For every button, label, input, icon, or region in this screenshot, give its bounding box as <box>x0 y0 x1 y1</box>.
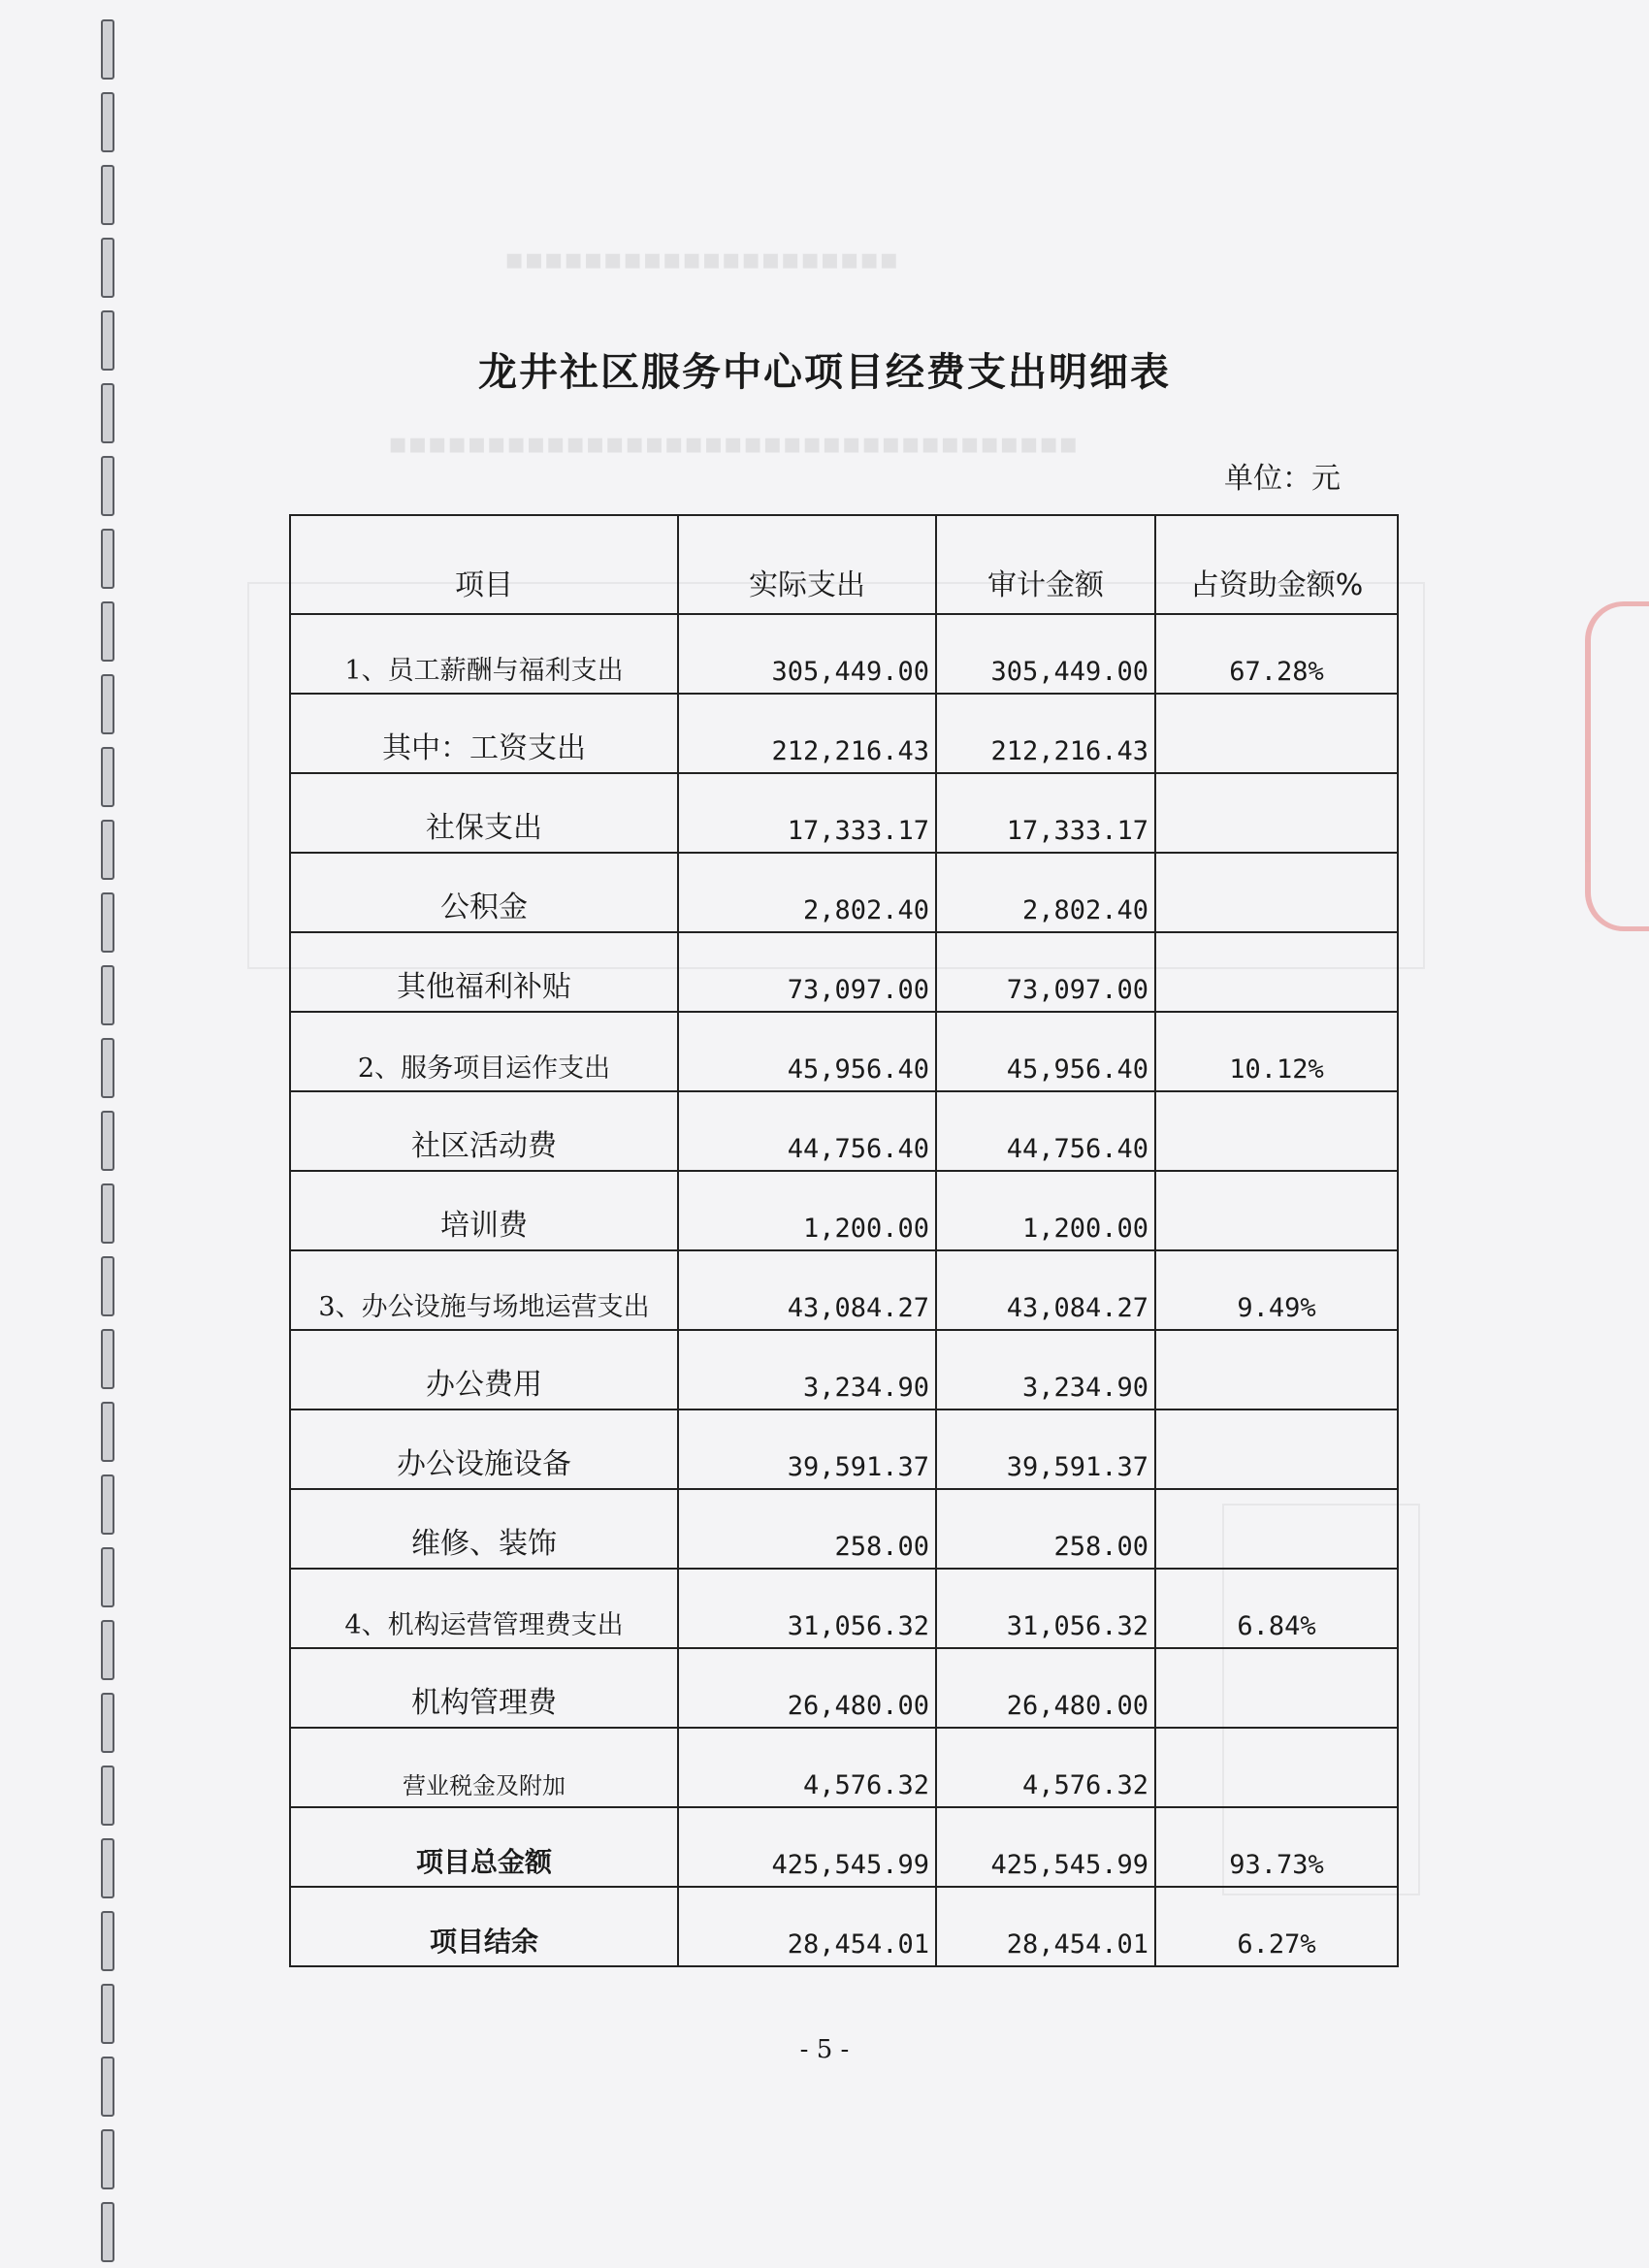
header-cell-item: 项目 <box>290 515 678 614</box>
header-cell-actual: 实际支出 <box>678 515 936 614</box>
binding-hole <box>101 892 114 953</box>
row-item-cell: 维修、装饰 <box>290 1489 678 1569</box>
row-audit-cell: 212,216.43 <box>936 694 1155 773</box>
row-actual-cell: 26,480.00 <box>678 1648 936 1728</box>
row-actual-cell: 17,333.17 <box>678 773 936 853</box>
bleed-through-text: ▪▪▪▪▪▪▪▪▪▪▪▪▪▪▪▪▪▪▪▪ <box>504 243 899 276</box>
row-actual-cell: 28,454.01 <box>678 1887 936 1966</box>
binding-hole <box>101 19 114 80</box>
binding-hole <box>101 1402 114 1462</box>
row-pct-cell <box>1155 932 1398 1012</box>
table-row <box>290 1091 1398 1171</box>
row-pct-cell: 6.84% <box>1155 1569 1398 1648</box>
row-item-cell: 4、机构运营管理费支出 <box>290 1569 678 1648</box>
row-audit-cell: 44,756.40 <box>936 1091 1155 1171</box>
page-title: 龙井社区服务中心项目经费支出明细表 <box>478 350 1171 395</box>
binding-hole <box>101 1183 114 1244</box>
binding-hole <box>101 601 114 662</box>
table-row <box>290 1409 1398 1489</box>
table-row <box>290 773 1398 853</box>
row-audit-cell: 4,576.32 <box>936 1728 1155 1807</box>
row-item-cell: 2、服务项目运作支出 <box>290 1012 678 1091</box>
binding-hole <box>101 529 114 589</box>
binding-hole <box>101 1547 114 1607</box>
row-item-cell: 社区活动费 <box>290 1091 678 1171</box>
row-item-cell: 其他福利补贴 <box>290 932 678 1012</box>
row-item-cell: 办公设施设备 <box>290 1409 678 1489</box>
table-row <box>290 1648 1398 1728</box>
row-audit-cell: 45,956.40 <box>936 1012 1155 1091</box>
table-row <box>290 694 1398 773</box>
row-pct-cell: 10.12% <box>1155 1012 1398 1091</box>
row-actual-cell: 73,097.00 <box>678 932 936 1012</box>
row-audit-cell: 31,056.32 <box>936 1569 1155 1648</box>
header-cell-pct: 占资助金额% <box>1155 515 1398 614</box>
row-actual-cell: 1,200.00 <box>678 1171 936 1250</box>
binding-hole <box>101 1111 114 1171</box>
binding-hole <box>101 2129 114 2189</box>
table-row <box>290 853 1398 932</box>
row-pct-cell <box>1155 853 1398 932</box>
table-header-row <box>290 515 1398 614</box>
expense-table <box>289 514 1399 1967</box>
row-audit-cell: 43,084.27 <box>936 1250 1155 1330</box>
row-pct-cell: 67.28% <box>1155 614 1398 694</box>
table-row <box>290 1330 1398 1409</box>
row-audit-cell: 1,200.00 <box>936 1171 1155 1250</box>
table-row <box>290 1012 1398 1091</box>
row-audit-cell: 26,480.00 <box>936 1648 1155 1728</box>
table-row <box>290 1807 1398 1887</box>
row-audit-cell: 73,097.00 <box>936 932 1155 1012</box>
row-pct-cell <box>1155 1171 1398 1250</box>
row-audit-cell: 17,333.17 <box>936 773 1155 853</box>
unit-label: 单位：元 <box>1224 462 1341 496</box>
binding-hole <box>101 1620 114 1680</box>
row-pct-cell <box>1155 1648 1398 1728</box>
row-pct-cell <box>1155 1728 1398 1807</box>
table-row <box>290 1489 1398 1569</box>
binding-hole <box>101 1329 114 1389</box>
row-actual-cell: 43,084.27 <box>678 1250 936 1330</box>
table-row <box>290 1171 1398 1250</box>
row-audit-cell: 3,234.90 <box>936 1330 1155 1409</box>
row-item-cell: 3、办公设施与场地运营支出 <box>290 1250 678 1330</box>
row-actual-cell: 45,956.40 <box>678 1012 936 1091</box>
header-cell-audit: 审计金额 <box>936 515 1155 614</box>
row-pct-cell <box>1155 1409 1398 1489</box>
row-pct-cell <box>1155 694 1398 773</box>
binding-hole <box>101 674 114 734</box>
row-item-cell: 项目结余 <box>290 1887 678 1966</box>
row-pct-cell: 6.27% <box>1155 1887 1398 1966</box>
bleed-through-text: ▪▪▪▪▪▪▪▪▪▪▪▪▪▪▪▪▪▪▪▪▪▪▪▪▪▪▪▪▪▪▪▪▪▪▪ <box>388 427 1079 461</box>
binding-hole <box>101 747 114 807</box>
row-pct-cell: 9.49% <box>1155 1250 1398 1330</box>
row-item-cell: 1、员工薪酬与福利支出 <box>290 614 678 694</box>
row-item-cell: 培训费 <box>290 1171 678 1250</box>
row-actual-cell: 39,591.37 <box>678 1409 936 1489</box>
binding-hole <box>101 2057 114 2117</box>
binding-hole <box>101 238 114 298</box>
row-pct-cell <box>1155 773 1398 853</box>
row-actual-cell: 4,576.32 <box>678 1728 936 1807</box>
binding-hole <box>101 165 114 225</box>
row-actual-cell: 425,545.99 <box>678 1807 936 1887</box>
row-actual-cell: 212,216.43 <box>678 694 936 773</box>
binding-hole <box>101 92 114 152</box>
row-actual-cell: 305,449.00 <box>678 614 936 694</box>
table-row <box>290 1250 1398 1330</box>
row-audit-cell: 425,545.99 <box>936 1807 1155 1887</box>
row-audit-cell: 258.00 <box>936 1489 1155 1569</box>
row-pct-cell: 93.73% <box>1155 1807 1398 1887</box>
binding-hole <box>101 2202 114 2262</box>
binding-hole <box>101 820 114 880</box>
table-row <box>290 1887 1398 1966</box>
row-item-cell: 项目总金额 <box>290 1807 678 1887</box>
red-seal <box>1585 601 1649 931</box>
row-audit-cell: 28,454.01 <box>936 1887 1155 1966</box>
binding-hole <box>101 1838 114 1898</box>
row-pct-cell <box>1155 1091 1398 1171</box>
binding-hole <box>101 456 114 516</box>
row-item-cell: 公积金 <box>290 853 678 932</box>
binding-hole <box>101 1766 114 1826</box>
row-actual-cell: 258.00 <box>678 1489 936 1569</box>
table-row <box>290 932 1398 1012</box>
row-pct-cell <box>1155 1489 1398 1569</box>
row-item-cell: 机构管理费 <box>290 1648 678 1728</box>
table-row <box>290 614 1398 694</box>
row-item-cell: 其中：工资支出 <box>290 694 678 773</box>
row-audit-cell: 39,591.37 <box>936 1409 1155 1489</box>
row-item-cell: 办公费用 <box>290 1330 678 1409</box>
row-actual-cell: 44,756.40 <box>678 1091 936 1171</box>
row-audit-cell: 305,449.00 <box>936 614 1155 694</box>
row-audit-cell: 2,802.40 <box>936 853 1155 932</box>
page-number: - 5 - <box>799 2035 850 2064</box>
binding-hole <box>101 965 114 1025</box>
row-pct-cell <box>1155 1330 1398 1409</box>
row-item-cell: 营业税金及附加 <box>290 1728 678 1807</box>
binding-hole <box>101 1474 114 1535</box>
row-item-cell: 社保支出 <box>290 773 678 853</box>
table-row <box>290 1569 1398 1648</box>
binding-hole <box>101 1256 114 1316</box>
row-actual-cell: 3,234.90 <box>678 1330 936 1409</box>
binding-hole <box>101 1693 114 1753</box>
row-actual-cell: 31,056.32 <box>678 1569 936 1648</box>
row-actual-cell: 2,802.40 <box>678 853 936 932</box>
binding-hole <box>101 1038 114 1098</box>
binding-hole <box>101 1911 114 1971</box>
table-row <box>290 1728 1398 1807</box>
